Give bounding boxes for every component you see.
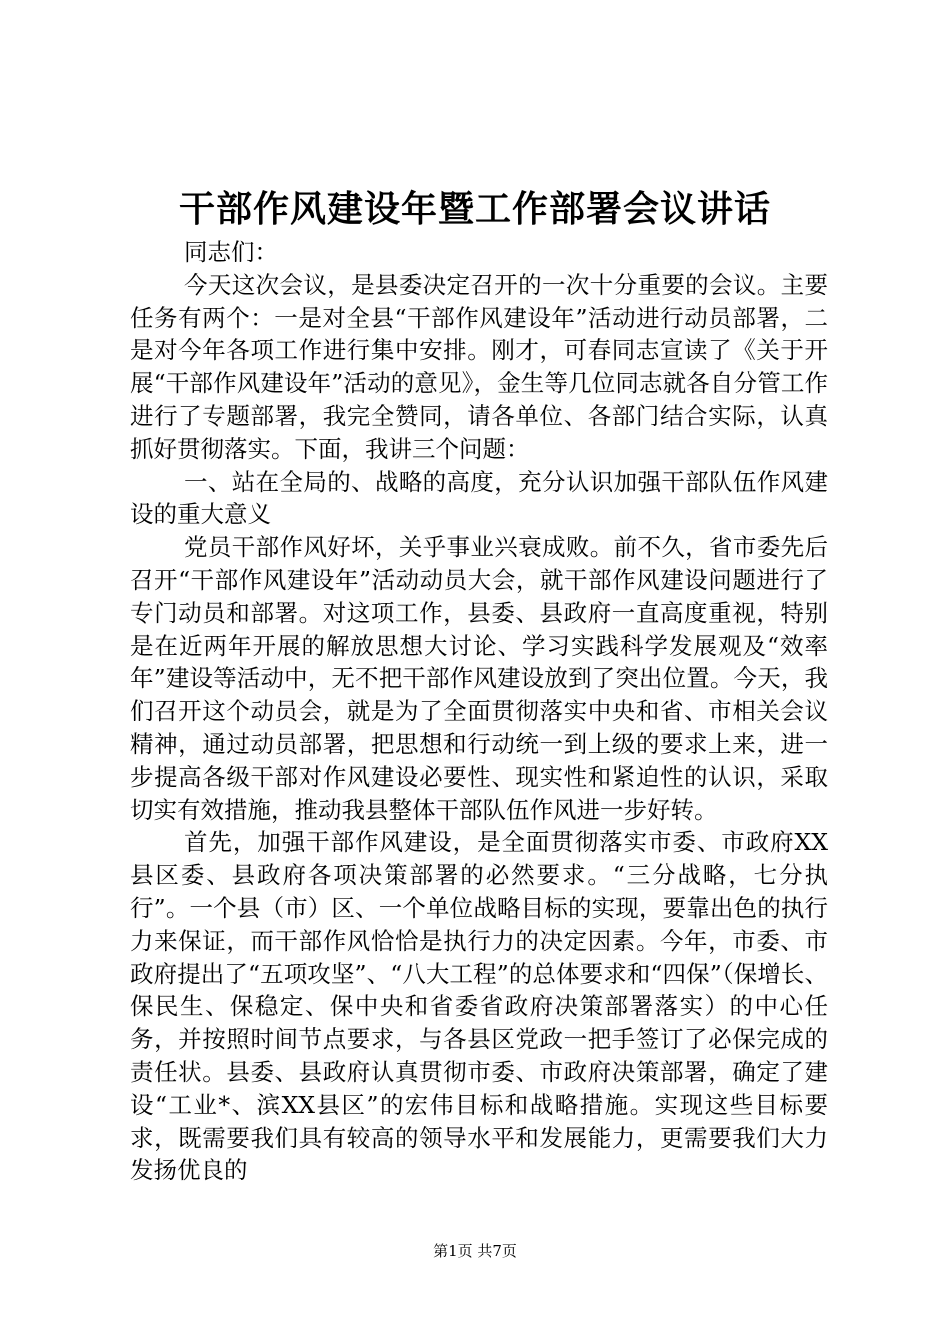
body-paragraph: 首先，加强干部作风建设，是全面贯彻落实市委、市政府XX县区委、县政府各项决策部署的必然要求。“三分战略，七分执行”。一个县（市）区、一个单位战略目标的实现，要靠出色的执行力来保证，而干部作风恰恰是执行力的决定因素。今年，市委、市政府提出了“五项攻坚”、“八大工程”的总体要求和“四保”（保增长、保民生、保稳定、保中央和省委省政府决策部署落实）的中心任务，并按照时间节点要求，与各县区党政一把手签订了必保完成的责任状。县委、县政府认真贯彻市委、市政府决策部署，确定了建设“工业*、滨XX县区”的宏伟目标和战略措施。实现这些目标要求，既需要我们具有较高的领导水平和发展能力，更需要我们大力发扬优良的	[130, 828, 828, 1185]
document-body	[130, 236, 828, 1187]
page-number-footer: 第1页 共7页	[433, 1242, 517, 1260]
body-paragraph: 党员干部作风好坏，关乎事业兴衰成败。前不久，省市委先后召开“干部作风建设年”活动动员大会，就干部作风建设问题进行了专门动员和部署。对这项工作，县委、县政府一直高度重视，特别是在近两年开展的解放思想大讨论、学习实践科学发展观及“效率年”建设等活动中，无不把干部作风建设放到了突出位置。今天，我们召开这个动员会，就是为了全面贯彻落实中央和省、市相关会议精神，通过动员部署，把思想和行动统一到上级的要求上来，进一步提高各级干部对作风建设必要性、现实性和紧迫性的认识，采取切实有效措施，推动我县整体干部队伍作风进一步好转。	[130, 533, 828, 824]
salutation-paragraph: 同志们：	[184, 238, 279, 266]
section-heading-1: 一、站在全局的、战略的高度，充分认识加强干部队伍作风建设的重大意义	[130, 467, 828, 529]
document-title: 干部作风建设年暨工作部署会议讲话	[178, 188, 771, 230]
intro-paragraph: 今天这次会议，是县委决定召开的一次十分重要的会议。主要任务有两个：一是对全县“干部作风建设年”活动进行动员部署，二是对今年各项工作进行集中安排。刚才，可春同志宣读了《关于开展“干部作风建设年”活动的意见》，金生等几位同志就各自分管工作进行了专题部署，我完全赞同，请各单位、各部门结合实际，认真抓好贯彻落实。下面，我讲三个问题：	[130, 270, 828, 463]
